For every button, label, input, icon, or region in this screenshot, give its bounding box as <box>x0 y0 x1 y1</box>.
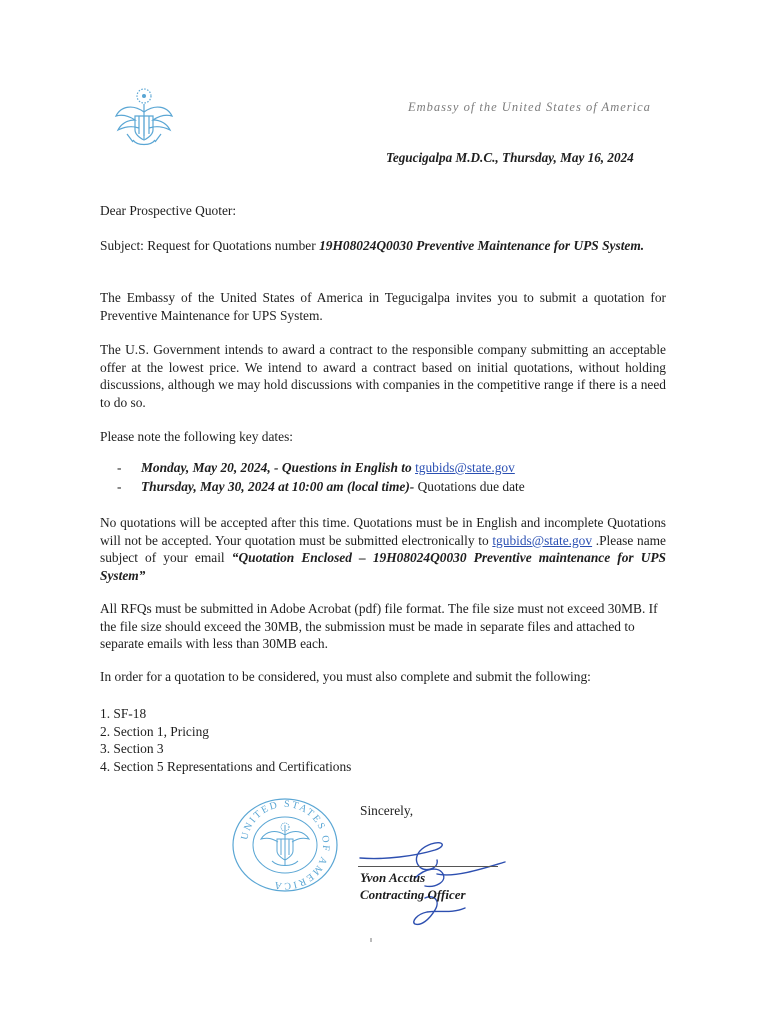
key-dates-intro: Please note the following key dates: <box>100 429 294 444</box>
requirement-item: 4. Section 5 Representations and Certifications <box>100 758 352 774</box>
signature-line <box>358 866 498 867</box>
bullet-dash: - <box>117 479 122 494</box>
embassy-seal-icon <box>113 86 175 152</box>
signer-block <box>360 869 466 903</box>
paragraph-pdf-format: All RFQs must be submitted in Adobe Acrobat (pdf) file format. The file size must not exceed 30MB. If the file size should exceed the 30MB, the submission must be made in separate files and attached to separate emails with less than 30MB each. <box>100 601 658 651</box>
requirements-list <box>100 705 351 775</box>
closing-line: Sincerely, <box>360 803 414 818</box>
official-seal-stamp-icon <box>228 795 342 895</box>
date-line: Tegucigalpa M.D.C., Thursday, May 16, 2024 <box>386 150 634 165</box>
submission-subject-text: .Please name subject of your email <box>100 532 667 565</box>
paragraph-requirements-intro: In order for a quotation to be considered, you must also complete and submit the following: <box>100 669 591 684</box>
key-date-item <box>117 477 525 496</box>
paragraph-invitation: The Embassy of the United States of America in Tegucigalpa invites you to submit a quotation for Preventive Maintenance for UPS System. <box>100 290 666 323</box>
salutation: Dear Prospective Quoter: <box>100 203 237 218</box>
email-link[interactable]: tgubids@state.gov <box>415 460 515 475</box>
key-date-note: Quotations due date <box>414 479 525 494</box>
subject-prefix: Subject: Request for Quotations number <box>100 238 320 253</box>
key-date-item <box>117 458 525 477</box>
scan-artifact <box>370 938 372 942</box>
bullet-dash: - <box>117 460 122 475</box>
seal-text: UNITED STATES OF AMERICA <box>239 798 332 892</box>
requirement-item: 1. SF-18 <box>100 706 147 721</box>
email-link[interactable]: tgubids@state.gov <box>492 532 593 548</box>
signer-name: Yvon Acctus <box>360 870 426 885</box>
embassy-name: Embassy of the United States of America <box>408 100 651 114</box>
paragraph-submission-rules <box>100 514 666 584</box>
key-dates-list <box>117 458 525 496</box>
submission-text: No quotations will be accepted after this time. Quotations must be in English and incomplete Quotations will not be accepted. Your quotation must be submitted electronically to <box>100 515 666 548</box>
email-subject-title: “Quotation Enclosed – 19H08024Q0030 Preventive maintenance for UPS System” <box>100 550 666 583</box>
signer-title: Contracting Officer <box>360 887 466 902</box>
requirement-item: 3. Section 3 <box>100 741 164 756</box>
key-date-text: Monday, May 20, 2024, - Questions in English to <box>141 460 416 475</box>
subject-line <box>100 237 666 255</box>
key-date-text: Thursday, May 30, 2024 at 10:00 am (local time)- <box>141 479 415 494</box>
subject-rfq-title: 19H08024Q0030 Preventive Maintenance for UPS System. <box>319 238 645 253</box>
paragraph-award-intent: The U.S. Government intends to award a contract to the responsible company submitting an acceptable offer at the lowest price. We intend to award a contract based on initial quotations, without holding discussions, although we may hold discussions with companies in the competitive range if there is a need to do so. <box>100 342 666 410</box>
requirement-item: 2. Section 1, Pricing <box>100 723 209 739</box>
